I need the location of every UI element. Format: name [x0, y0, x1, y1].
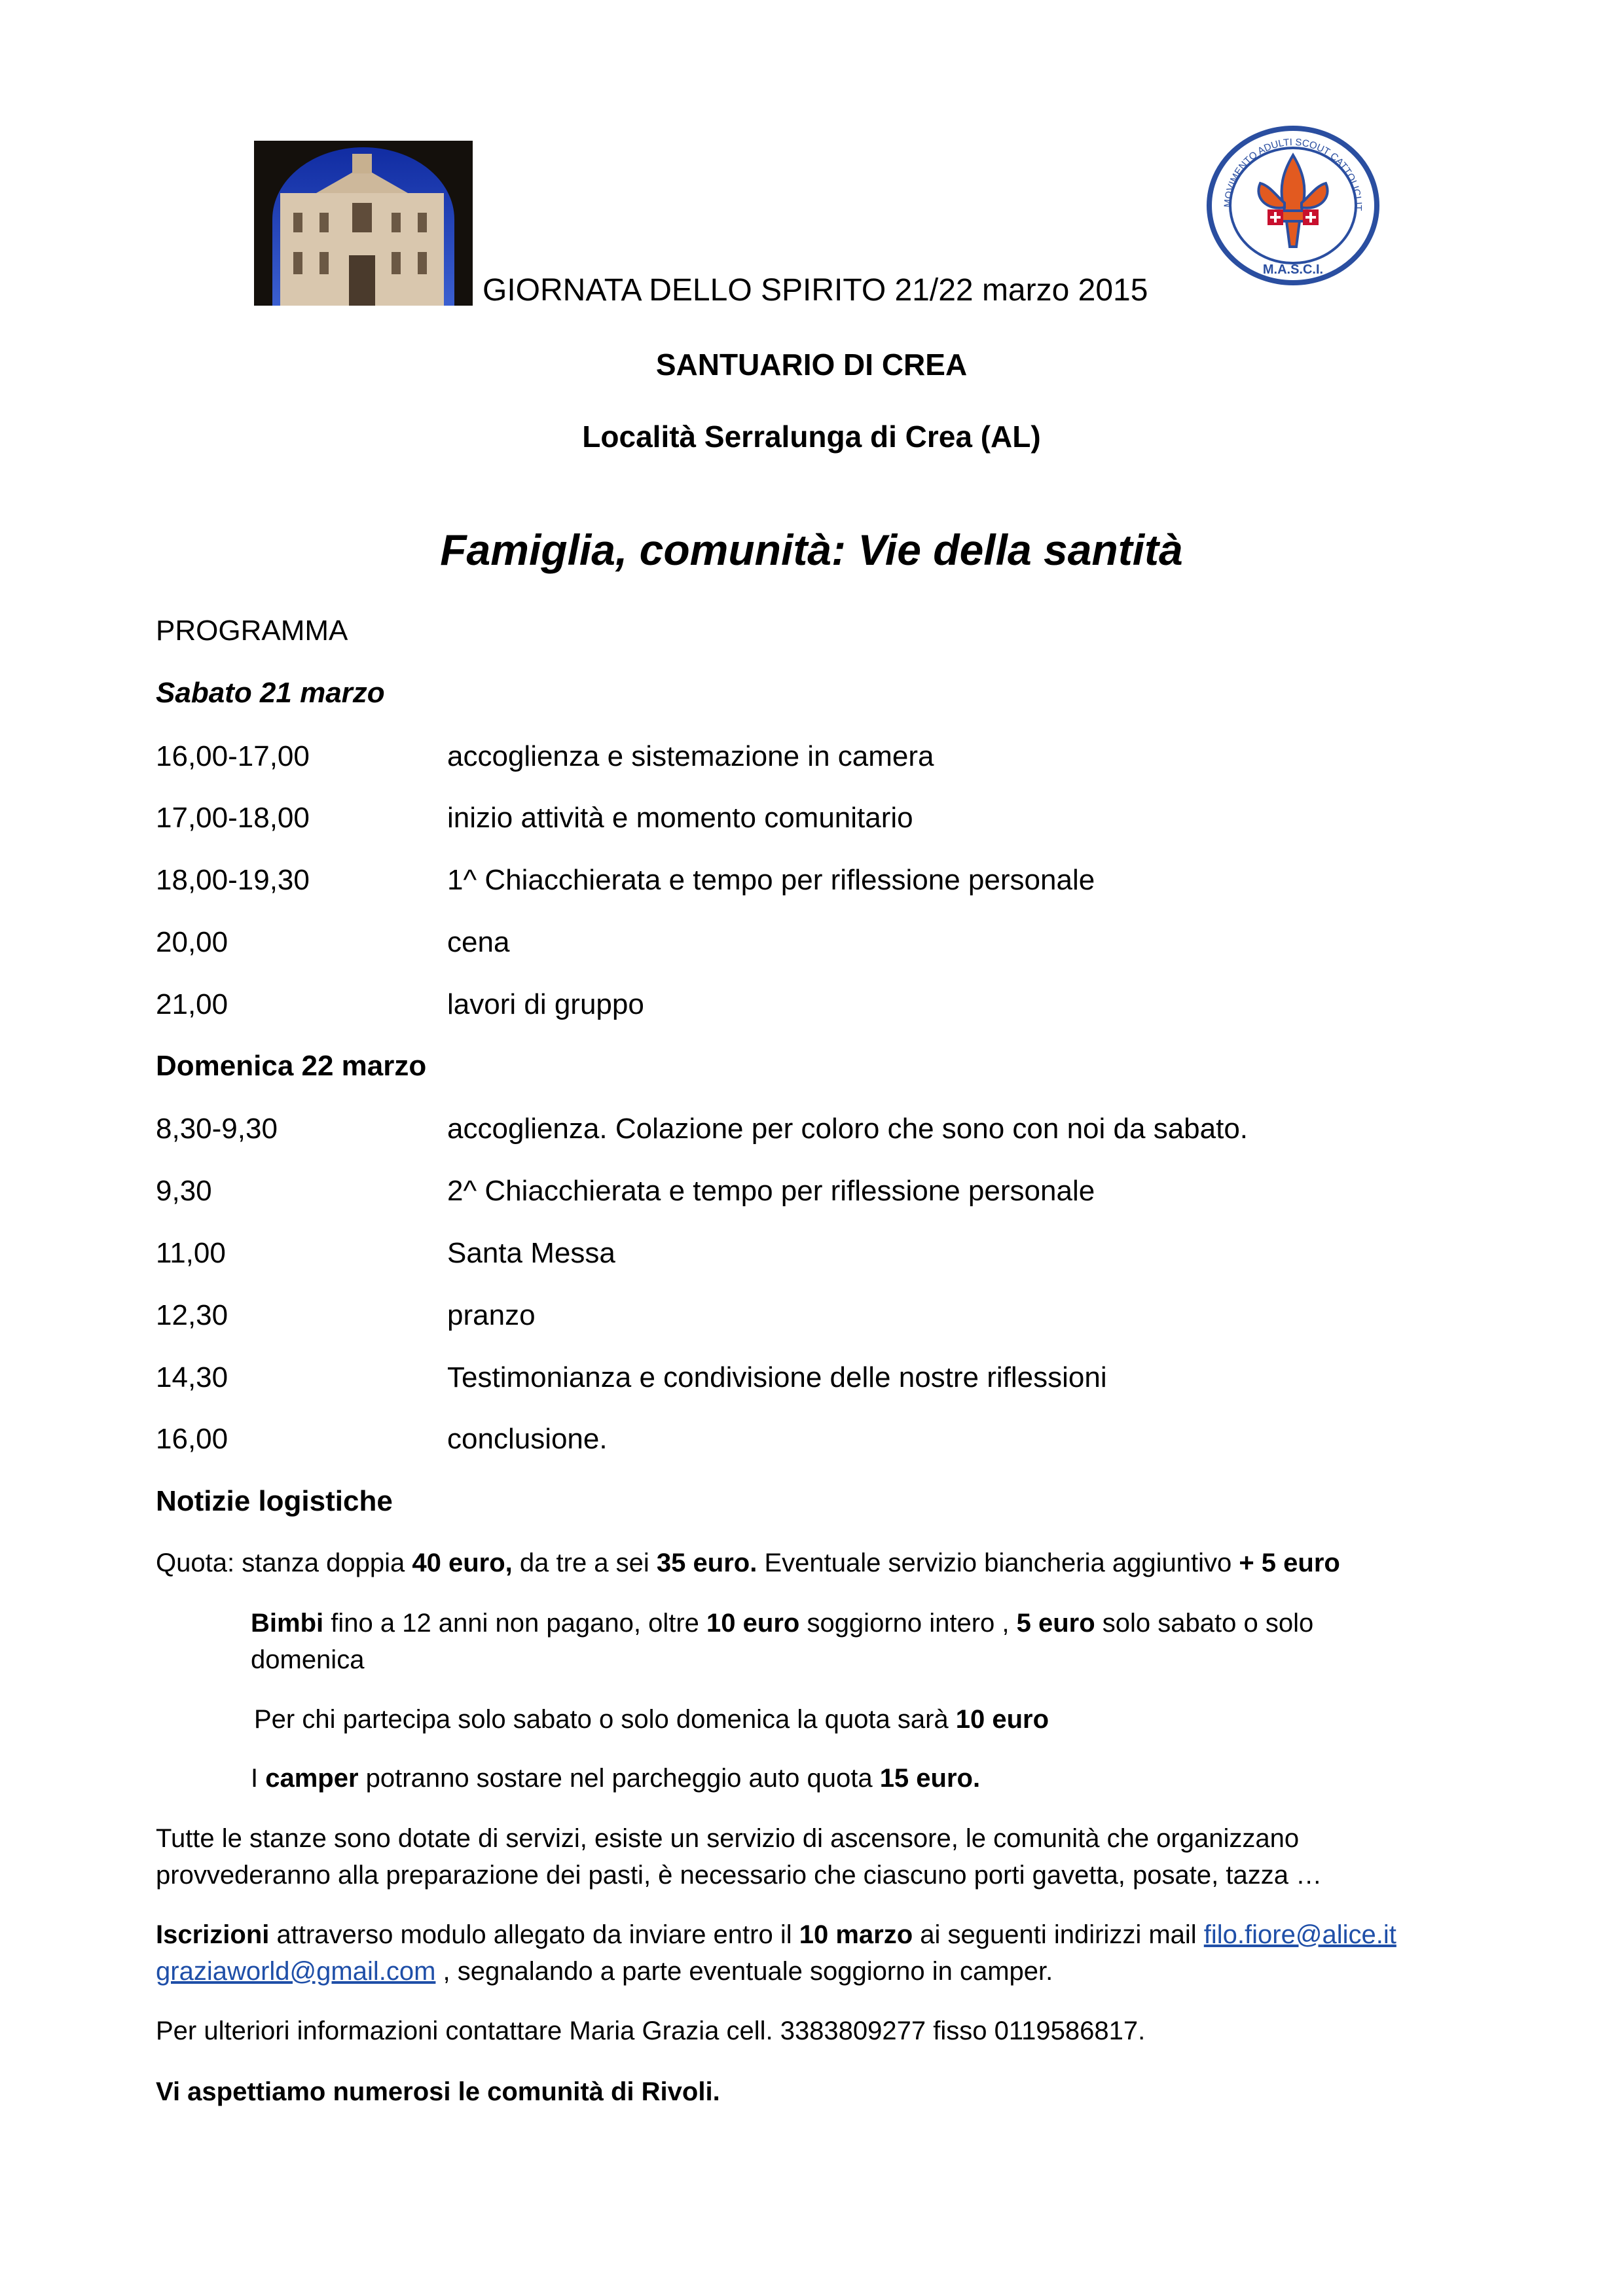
schedule-activity: accoglienza e sistemazione in camera — [447, 740, 934, 772]
closing-paragraph: Vi aspettiamo numerosi le comunità di Rivoli. — [156, 2077, 720, 2106]
schedule-time: 17,00-18,00 — [156, 802, 310, 834]
day-title-saturday: Sabato 21 marzo — [156, 677, 385, 709]
logo-name: M.A.S.C.I. — [1262, 262, 1324, 277]
program-label: PROGRAMMA — [156, 615, 348, 647]
schedule-activity: Testimonianza e condivisione delle nostre riflessioni — [447, 1361, 1107, 1393]
logistics-title: Notizie logistiche — [156, 1485, 393, 1517]
rooms-paragraph: Tutte le stanze sono dotate di servizi, esiste un servizio di ascensore, le comunità che organizzano provvederanno alla preparazione dei pasti, è necessario che ciascuno porti gavetta, posate, tazza … — [156, 1824, 1322, 1890]
quota-paragraph: Quota: stanza doppia 40 euro, da tre a sei 35 euro. Eventuale servizio biancheria aggiuntivo + 5 euro — [156, 1549, 1340, 1577]
day-title-sunday: Domenica 22 marzo — [156, 1050, 427, 1082]
schedule-time: 14,30 — [156, 1361, 228, 1393]
venue-title: SANTUARIO DI CREA — [655, 348, 968, 382]
schedule-time: 8,30-9,30 — [156, 1113, 278, 1145]
bimbi-paragraph: Bimbi fino a 12 anni non pagano, oltre 10 euro soggiorno intero , 5 euro solo sabato o solo domenica — [251, 1609, 1314, 1674]
schedule-activity: inizio attività e momento comunitario — [447, 802, 913, 834]
schedule-time: 11,00 — [156, 1237, 226, 1269]
schedule-activity: conclusione. — [447, 1423, 608, 1455]
email-link-filo[interactable]: filo.fiore@alice.it — [1203, 1920, 1396, 1949]
schedule-activity: cena — [447, 926, 510, 958]
schedule-activity: accoglienza. Colazione per coloro che sono con noi da sabato. — [447, 1113, 1249, 1145]
schedule-time: 12,30 — [156, 1299, 228, 1331]
sanctuary-photo — [254, 141, 473, 306]
schedule-activity: 2^ Chiacchierata e tempo per riflessione personale — [447, 1175, 1095, 1207]
schedule-activity: pranzo — [447, 1299, 536, 1331]
single-day-paragraph: Per chi partecipa solo sabato o solo domenica la quota sarà 10 euro — [254, 1705, 1049, 1734]
event-title: GIORNATA DELLO SPIRITO 21/22 marzo 2015 — [483, 273, 1148, 308]
registration-paragraph: Iscrizioni attraverso modulo allegato da inviare entro il 10 marzo ai seguenti indirizzi mail filo.fiore@alice.it graziaworld@gmail.com , segnalando a parte eventuale soggiorno in camper. — [156, 1920, 1396, 1986]
contact-paragraph: Per ulteriori informazioni contattare Maria Grazia cell. 3383809277 fisso 0119586817. — [156, 2017, 1146, 2045]
schedule-time: 16,00 — [156, 1423, 228, 1455]
place-title: Località Serralunga di Crea (AL) — [582, 420, 1041, 454]
masci-logo — [1205, 126, 1381, 286]
schedule-activity: Santa Messa — [447, 1237, 615, 1269]
theme-title: Famiglia, comunità: Vie della santità — [440, 526, 1183, 574]
schedule-time: 9,30 — [156, 1175, 212, 1207]
schedule-activity: 1^ Chiacchierata e tempo per riflessione personale — [447, 864, 1095, 896]
schedule-time: 20,00 — [156, 926, 228, 958]
schedule-activity: lavori di gruppo — [447, 988, 644, 1020]
camper-paragraph: I camper potranno sostare nel parcheggio auto quota 15 euro. — [251, 1764, 981, 1793]
email-link-grazia[interactable]: graziaworld@gmail.com — [156, 1957, 436, 1986]
schedule-time: 16,00-17,00 — [156, 740, 310, 772]
schedule-time: 18,00-19,30 — [156, 864, 310, 896]
logo-ring-text: MOVIMENTO ADULTI SCOUT CATTOLICI IT — [1222, 136, 1364, 211]
schedule-time: 21,00 — [156, 988, 228, 1020]
